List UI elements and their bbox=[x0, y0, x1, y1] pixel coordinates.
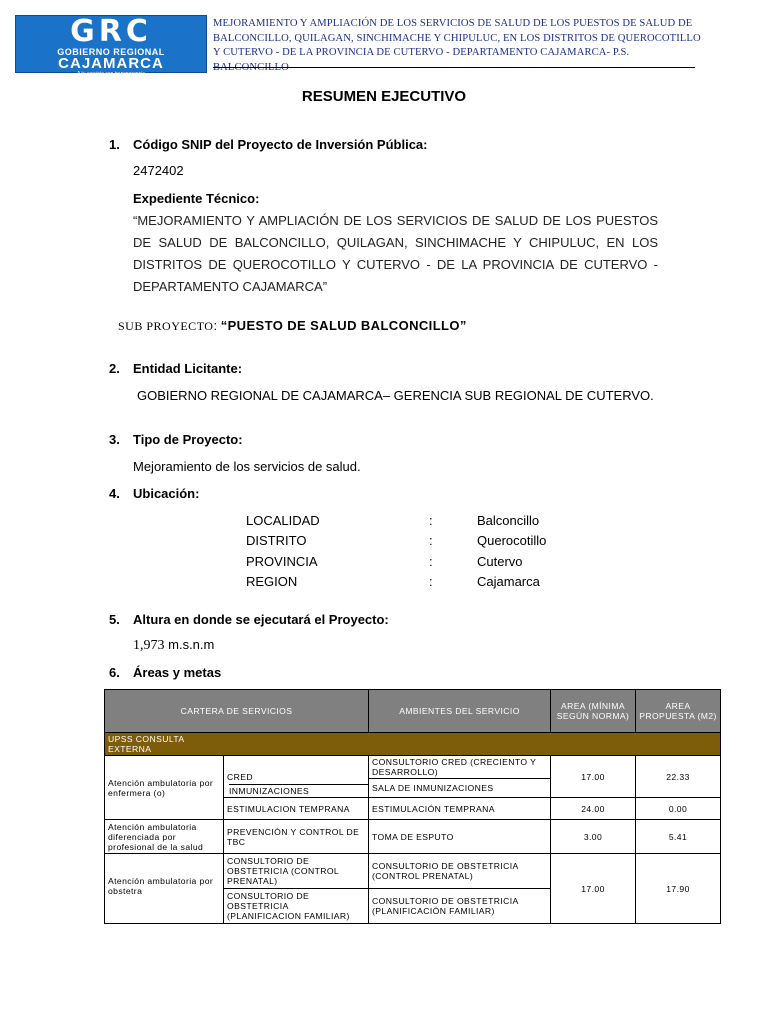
section-5-number: 5. bbox=[109, 612, 120, 627]
ubicacion-sep-provincia: : bbox=[429, 554, 433, 569]
group-label: UPSS CONSULTA EXTERNA bbox=[108, 734, 185, 754]
document-title: RESUMEN EJECUTIVO bbox=[301, 88, 467, 105]
table-header-row bbox=[105, 690, 721, 733]
ubicacion-sep-region: : bbox=[429, 574, 433, 589]
area-propuesta-cred: 22.33 bbox=[636, 756, 721, 798]
sub-service-planificacion: CONSULTORIO DE OBSTETRICIA (PLANIFICACION FAMILIAR) bbox=[224, 889, 369, 924]
expediente-heading: Expediente Técnico: bbox=[133, 191, 260, 206]
altura-unit: m.s.n.m bbox=[168, 637, 215, 652]
ubicacion-value-localidad: Balconcillo bbox=[477, 513, 540, 528]
area-minima-cred: 17.00 bbox=[551, 756, 636, 798]
expediente-text: “MEJORAMIENTO Y AMPLIACIÓN DE LOS SERVICIOS DE SALUD DE LOS PUESTOS DE SALUD DE BALCONCILLO, QUILAGAN, SINCHIMACHE Y CHIPULUC, EN LOS DISTRITOS DE QUEROCOTILLO Y CUTERVO - DE LA PROVINCIA DE CUTERVO - DEPARTAMENTO CAJAMARCA” bbox=[133, 213, 658, 294]
section-5-heading bbox=[109, 612, 389, 627]
logo-line-1: GOBIERNO REGIONAL bbox=[57, 47, 165, 57]
section-3-number: 3. bbox=[109, 432, 120, 447]
section-4-number: 4. bbox=[109, 486, 120, 501]
table-row bbox=[105, 854, 721, 889]
section-2-heading bbox=[109, 361, 242, 376]
sub-service-estimulacion: ESTIMULACION TEMPRANA bbox=[224, 798, 369, 820]
tipo-text: Mejoramiento de los servicios de salud. bbox=[133, 459, 361, 474]
section-1-title: Código SNIP del Proyecto de Inversión Pública: bbox=[133, 137, 428, 152]
sub-service-inmunizaciones: INMUNIZACIONES bbox=[229, 784, 369, 796]
sub-project-separator: : bbox=[213, 318, 221, 333]
service-obstetra: Atención ambulatoria por obstetra bbox=[105, 854, 224, 924]
gobierno-regional-logo bbox=[15, 14, 207, 77]
sub-service-prenatal: CONSULTORIO DE OBSTETRICIA (CONTROL PRENATAL) bbox=[224, 854, 369, 889]
section-1-number: 1. bbox=[109, 137, 120, 152]
header-cartera: CARTERA DE SERVICIOS bbox=[105, 690, 369, 733]
ubicacion-label-localidad: LOCALIDAD bbox=[246, 513, 320, 528]
logo-acronym: GRC bbox=[70, 14, 152, 49]
ambiente-esputo: TOMA DE ESPUTO bbox=[369, 820, 551, 854]
section-6-title: Áreas y metas bbox=[133, 665, 222, 680]
header-area-propuesta: AREA PROPUESTA (M2) bbox=[636, 690, 721, 733]
table-row bbox=[105, 756, 721, 779]
section-3-heading bbox=[109, 432, 243, 447]
ubicacion-value-distrito: Querocotillo bbox=[477, 533, 547, 548]
ubicacion-label-distrito: DISTRITO bbox=[246, 533, 307, 548]
ubicacion-value-provincia: Cutervo bbox=[477, 554, 523, 569]
header-project-title: MEJORAMIENTO Y AMPLIACIÓN DE LOS SERVICIOS DE SALUD DE LOS PUESTOS DE SALUD DE BALCONCILLO, QUILAGAN, SINCHIMACHE Y CHIPULUC, EN LOS DISTRITOS DE QUEROCOTILLO Y CUTERVO - DE LA PROVINCIA DE CUTERVO - DEPARTAMENTO CAJAMARCA- P.S. BALCONCILLO bbox=[213, 18, 701, 73]
area-propuesta-obstetricia: 17.90 bbox=[636, 854, 721, 924]
section-4-heading bbox=[109, 486, 199, 501]
entidad-text: GOBIERNO REGIONAL DE CAJAMARCA– GERENCIA SUB REGIONAL DE CUTERVO. bbox=[137, 388, 654, 403]
table-row bbox=[105, 820, 721, 854]
sub-service-tbc: PREVENCIÓN Y CONTROL DE TBC bbox=[224, 820, 369, 854]
logo-tagline: A tu servicio con transparencia bbox=[76, 71, 146, 77]
ubicacion-sep-distrito: : bbox=[429, 533, 433, 548]
sub-project bbox=[118, 318, 467, 334]
section-3-title: Tipo de Proyecto: bbox=[133, 432, 243, 447]
ambiente-prenatal: CONSULTORIO DE OBSTETRICIA (CONTROL PRENATAL) bbox=[369, 854, 551, 889]
ambiente-estimulacion: ESTIMULACIÓN TEMPRANA bbox=[369, 798, 551, 820]
header-ambientes: AMBIENTES DEL SERVICIO bbox=[369, 690, 551, 733]
altura-text bbox=[133, 637, 214, 654]
area-propuesta-tbc: 5.41 bbox=[636, 820, 721, 854]
area-propuesta-estimulacion: 0.00 bbox=[636, 798, 721, 820]
logo-line-2: CAJAMARCA bbox=[58, 55, 164, 72]
area-minima-tbc: 3.00 bbox=[551, 820, 636, 854]
ubicacion-label-region: REGION bbox=[246, 574, 298, 589]
section-2-number: 2. bbox=[109, 361, 120, 376]
ubicacion-sep-localidad: : bbox=[429, 513, 433, 528]
altura-value: 1,973 bbox=[133, 638, 165, 653]
area-minima-estimulacion: 24.00 bbox=[551, 798, 636, 820]
section-2-title: Entidad Licitante: bbox=[133, 361, 243, 376]
sub-project-value: “PUESTO DE SALUD BALCONCILLO” bbox=[220, 318, 467, 333]
section-1-heading bbox=[109, 137, 428, 152]
header-area-minima: AREA (MÍNIMA SEGÚN NORMA) bbox=[551, 690, 636, 733]
ambiente-planificacion: CONSULTORIO DE OBSTETRICIA (PLANIFICACIÓN FAMILIAR) bbox=[369, 889, 551, 924]
section-5-title: Altura en donde se ejecutará el Proyecto: bbox=[133, 612, 389, 627]
section-6-heading bbox=[109, 665, 221, 680]
service-diferenciada: Atención ambulatoria diferenciada por profesional de la salud bbox=[105, 820, 224, 854]
ubicacion-label-provincia: PROVINCIA bbox=[246, 554, 318, 569]
section-4-title: Ubicación: bbox=[133, 486, 200, 501]
area-minima-obstetricia: 17.00 bbox=[551, 854, 636, 924]
table-group-row bbox=[105, 733, 721, 756]
sub-service-cred: CRED bbox=[224, 756, 369, 798]
service-enfermera: Atención ambulatoria por enfermera (o) bbox=[105, 756, 224, 820]
ubicacion-value-region: Cajamarca bbox=[477, 574, 540, 589]
group-upss-consulta-externa bbox=[105, 733, 721, 756]
areas-table-container bbox=[104, 689, 720, 924]
snip-code: 2472402 bbox=[133, 163, 184, 178]
sub-project-label: SUB PROYECTO bbox=[118, 319, 214, 333]
section-6-number: 6. bbox=[109, 665, 120, 680]
ambiente-inmunizaciones: SALA DE INMUNIZACIONES bbox=[369, 779, 551, 798]
header-divider bbox=[213, 67, 695, 68]
areas-metas-table bbox=[104, 689, 721, 924]
ambiente-cred: CONSULTORIO CRED (CRECIENTO Y DESARROLLO) bbox=[369, 756, 551, 779]
